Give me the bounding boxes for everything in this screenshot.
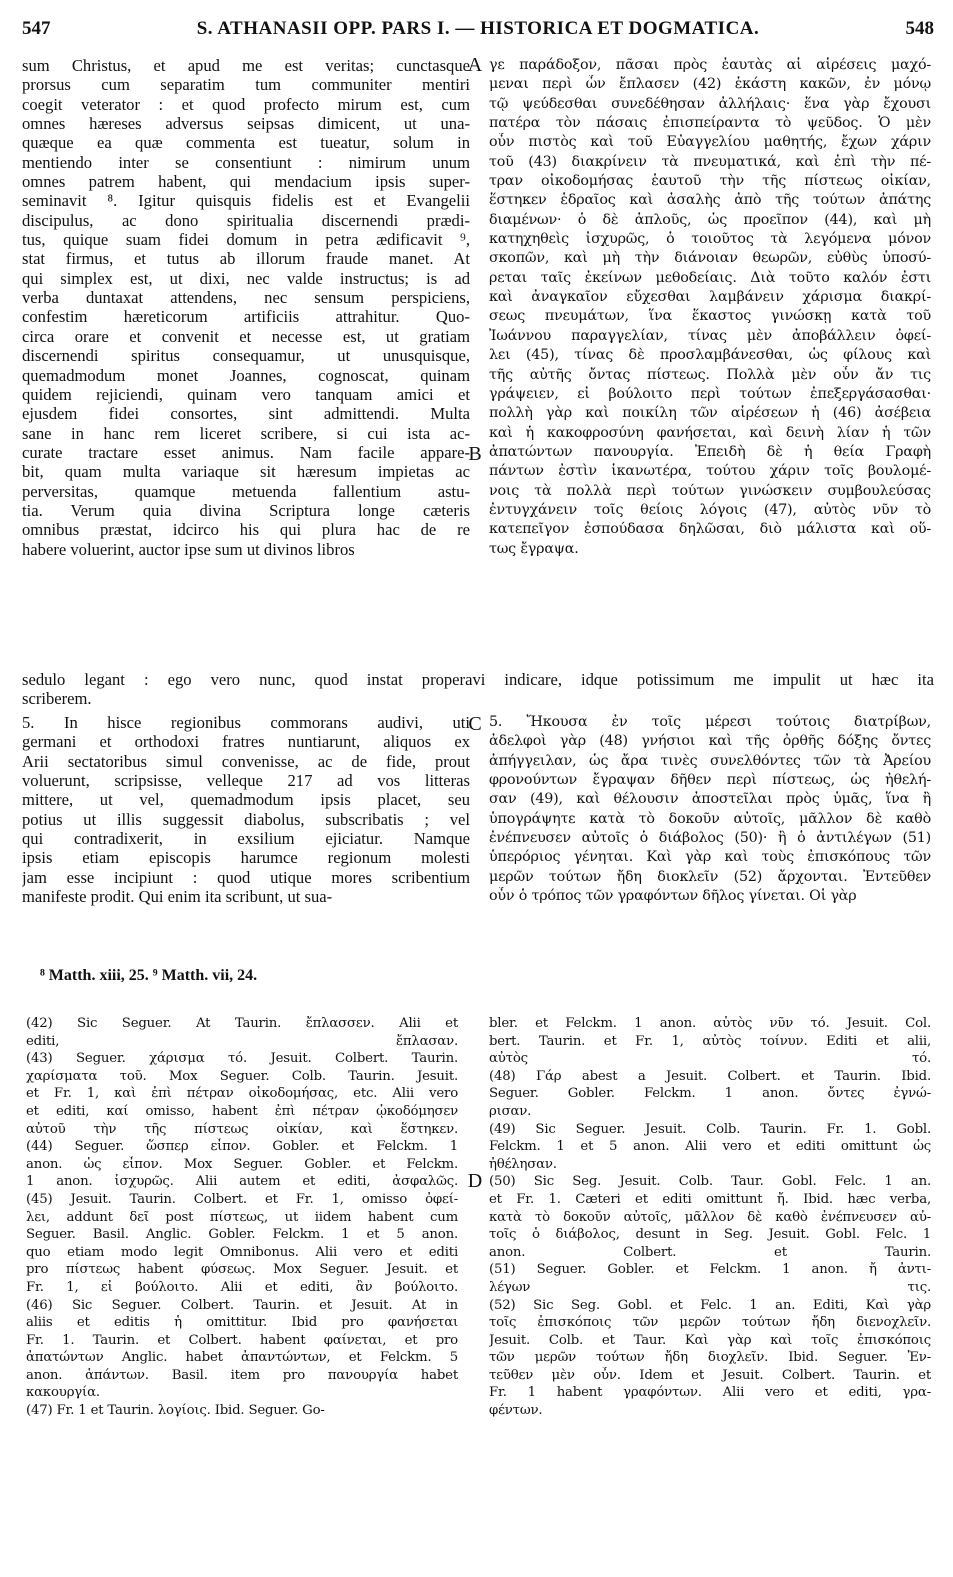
- text-line: coegit veterator : et quod profecto mirum est, cum: [22, 94, 470, 114]
- text-line: γε παράδοξον, πᾶσαι πρὸς ἑαυτὰς αἱ αἱρέσεις μαχό-: [489, 57, 931, 73]
- text-line: perversitas, quamque metuenda fallentium astu-: [22, 481, 470, 501]
- text-line: νοις τὰ πολλὰ περὶ τούτων γινώσκειν συμβουλεύσας: [489, 482, 931, 499]
- text-line: οὖν ὁ τρόπος τῶν γραφόντων δῆλος γίνεται. Οἱ γὰρ: [489, 888, 857, 905]
- text-line: potius ut illis suggessit diabolus, subscribatis ; vel: [22, 809, 470, 829]
- text-line: curate tractare esset animus. Nam facile appare-: [22, 442, 470, 462]
- text-line: σαν (49), καὶ θέλουσιν ἀποστεῖλαι πρὸς ὑμᾶς, ἵνα ἢ: [489, 791, 931, 808]
- text-line: circa orare et convenit et necesse est, ut gratiam: [22, 326, 470, 346]
- text-line: σεως πνευμάτων, ἵνα ἕκαστος γινώσκῃ κατὰ τοῦ: [489, 308, 931, 325]
- text-line: Seguer. Basil. Anglic. Gobler. Felckm. 1 et 5 anon.: [26, 1227, 458, 1243]
- text-line: quæque ea quæ commenta est tueatur, solum in: [22, 133, 470, 153]
- text-line: prorsus cum separatim tum communiter mentiri: [22, 75, 470, 95]
- text-line: quidem rejiciendi, quinam vero tanquam amici et: [22, 384, 470, 404]
- text-line: κακουργία.: [26, 1385, 100, 1401]
- text-line: qui contradixerit, in exsilium ejiciatur. Namque: [22, 829, 470, 849]
- text-line: aliis et editis ἡ omittitur. Ibid pro φανήσεται: [26, 1315, 458, 1331]
- text-line: editi, ἔπλασαν.: [26, 1033, 458, 1049]
- text-line: Fr. 1 habent γραφόντων. Alii vero et editi, γρα-: [489, 1385, 931, 1401]
- latin-column-top: [22, 56, 470, 559]
- text-line: Felckm. 1 et 5 anon. Alii vero et editi omittunt ὡς: [489, 1139, 931, 1155]
- text-line: αὐτὸς τό.: [489, 1051, 931, 1067]
- margin-letter-b: B: [468, 443, 482, 465]
- text-line: (51) Seguer. Gobler. et Felckm. 1 anon. ἤ ἀντι-: [489, 1262, 931, 1278]
- text-line: φέντων.: [489, 1403, 543, 1419]
- text-line: πολλὴ γὰρ καὶ ποικίλη τῶν αἱρέσεων ἡ (46) ἀσέβεια: [489, 405, 931, 422]
- text-line: 5. In hisce regionibus commorans audivi, uti: [22, 713, 470, 732]
- latin-section-5: [22, 713, 470, 906]
- text-line: omnes hæreses adversus seipsas dimicent, ut una-: [22, 114, 470, 134]
- text-line: ὑπερόριος γένηται. Καὶ γὰρ καὶ τοὺς ἐπισκόπους τῶν: [489, 849, 931, 866]
- text-line: (48) Γάρ abest a Jesuit. Colbert. et Taurin. Ibid.: [489, 1068, 931, 1084]
- text-line: quemadmodum monet Joannes, cognoscat, quinam: [22, 365, 470, 385]
- text-line: habere voluerint, auctor ipse sum ut divinos libros: [22, 539, 355, 559]
- text-line: τοῖς ὁ διάβολος, desunt in Seg. Jesuit. Gobl. Felc. 1: [489, 1227, 931, 1243]
- critical-notes-right: [489, 1015, 931, 1420]
- text-line: tia. Verum quia divina Scriptura longe cæteris: [22, 500, 470, 520]
- text-line: tus, quique suam fidei domum in petra ædificavit ⁹,: [22, 230, 470, 250]
- text-line: οὖν πιστὸς καὶ τοῦ Εὐαγγελίου μαθητής, ἔχων χάριν: [489, 134, 931, 151]
- text-line: et editi, καί omisso, habent ἐπὶ πέτραν ᾠκοδόμησεν: [26, 1103, 458, 1119]
- margin-letter-c: C: [468, 713, 482, 735]
- text-line: κατηχηθεὶς ἰσχυρῶς, ὁ τοιοῦτος τὰ λεγόμενα μόνον: [489, 231, 931, 248]
- text-line: sane in hanc rem liceret scribere, si cui ista ac-: [22, 423, 470, 443]
- greek-column-top: [489, 56, 931, 559]
- greek-section-5: [489, 713, 931, 906]
- text-line: seminavit ⁸. Igitur quisquis fidelis est et Evangelii: [22, 191, 470, 211]
- latin-bridge-line: sedulo legant : ego vero nunc, quod instat properavi indicare, idque potissimum me impulit ut hæc ita: [22, 670, 934, 689]
- page-number-right: 548: [905, 18, 934, 39]
- page-number-left: 547: [22, 18, 51, 39]
- text-line: ejusdem fidei consortes, sint admittendi. Multa: [22, 404, 470, 424]
- text-line: ἐνέπνευσεν αὐτοῖς ὁ διάβολος (50)· ἢ ὁ ἀντιλέγων (51): [489, 830, 931, 847]
- text-line: et Fr. 1. Cæteri et editi omittunt ἤ. Ibid. hæc verba,: [489, 1191, 931, 1207]
- text-line: λέγων τις.: [489, 1279, 931, 1295]
- text-line: Fr. 1, εἰ βούλοιτο. Alii et editi, ἂν βούλοιτο.: [26, 1279, 458, 1295]
- text-line: (45) Jesuit. Taurin. Colbert. et Fr. 1, omisso ὀφεί-: [26, 1191, 458, 1207]
- text-line: λει, addunt δεῖ post πίστεως, ut iidem habent cum: [26, 1209, 458, 1225]
- text-line: quo etiam modo legit Omnibonus. Alii vero et editi: [26, 1244, 458, 1260]
- text-line: jam esse incipiunt : quod utique mores scribentium: [22, 867, 470, 887]
- text-line: ἀδελφοὶ γὰρ (48) γνήσιοι καὶ τῆς ὀρθῆς δόξης ὄντες: [489, 733, 931, 750]
- text-line: (44) Seguer. ὥσπερ εἶπον. Gobler. et Felckm. 1: [26, 1139, 458, 1155]
- text-line: αὐτοῦ τὴν τῆς πίστεως οἰκίαν, καὶ ἕστηκεν.: [26, 1121, 458, 1137]
- text-line: ἀπατώντων Anglic. habet ἀπαντώντων, et Felckm. 5: [26, 1350, 458, 1366]
- text-line: σκοπῶν, καὶ μὴ τὴν διάνοιαν θεωρῶν, εὐθὺς ὑποσύ-: [489, 250, 931, 267]
- text-line: πατέρα τὸν πάσαις ἐπισπείραντα τὸ ψεῦδος. Ὁ μὲν: [489, 115, 931, 132]
- text-line: mittere, ut vel, quemadmodum ipsis placet, seu: [22, 790, 470, 810]
- text-line: bert. Taurin. et Fr. 1, αὐτὸς τοίνυν. Editi et alii,: [489, 1033, 931, 1049]
- text-line: bler. et Felckm. 1 anon. αὐτὸς νῦν τό. Jesuit. Col.: [489, 1016, 931, 1031]
- text-line: pro πίστεως habent φύσεως. Mox Seguer. Jesuit. et: [26, 1262, 458, 1278]
- text-line: Arii sectatoribus simul convenisse, ac de fide, prout: [22, 751, 470, 771]
- text-line: omnibus præstat, idcirco his qui plura hac de re: [22, 520, 470, 540]
- latin-bridge-text: [22, 670, 934, 709]
- text-line: (50) Sic Seg. Jesuit. Colb. Taur. Gobl. Felc. 1 an.: [489, 1174, 931, 1190]
- text-line: qui simplex est, ut dixi, nec valde instructus; is ad: [22, 268, 470, 288]
- text-line: ρεται ταῖς ἐκείνων μεθοδείαις. Διὰ τοῦτο καλόν ἐστι: [489, 269, 931, 286]
- text-line: anon. ἁπάντων. Basil. item pro πανουργία habet: [26, 1367, 458, 1383]
- text-line: ἠθέλησαν.: [489, 1156, 557, 1172]
- text-line: Ἰωάννου παραγγελίαν, τίνας μὲν ἀποβάλλειν ὀφεί-: [489, 327, 931, 344]
- text-line: τεῦθεν μὲν οὖν. Idem et Jesuit. Colbert. Taurin. et: [489, 1367, 931, 1383]
- text-line: (52) Sic Seg. Gobl. et Felc. 1 an. Editi, Καὶ γὰρ: [489, 1297, 931, 1313]
- text-line: anon. Colbert. et Taurin.: [489, 1244, 931, 1260]
- running-title: S. ATHANASII OPP. PARS I. — HISTORICA ET DOGMATICA.: [196, 18, 760, 39]
- text-line: bit, quam multa variaque sit hæresum impietas ac: [22, 462, 470, 482]
- text-line: ἀπήγγειλαν, ὡς ἄρα τινὲς συνελθόντες τῶν τὰ Ἀρείου: [489, 752, 931, 769]
- text-line: (42) Sic Seguer. At Taurin. ἔπλασσεν. Alii et: [26, 1016, 458, 1031]
- text-line: διαμένων· ὁ δὲ ἁπλοῦς, ὡς προεῖπον (44), καὶ μὴ: [489, 211, 931, 228]
- text-line: ἀπατώντων πανουργία. Ἐπειδὴ δὲ ἡ θεία Γραφὴ: [489, 443, 931, 460]
- text-line: (49) Sic Seguer. Jesuit. Colb. Taurin. Fr. 1. Gobl.: [489, 1121, 931, 1137]
- text-line: ἕστηκεν ἑδραῖος καὶ ἀσαλὴς ἀπὸ τῆς τούτων ἀπάτης: [489, 192, 931, 209]
- text-line: 1 anon. ἰσχυρῶς. Alii autem et editi, ἀσφαλῶς.: [26, 1174, 458, 1190]
- text-line: μερῶν τούτων ἤδη διοκλεῖν (52) ἄρχονται. Ἐντεῦθεν: [489, 868, 931, 885]
- text-line: (43) Seguer. χάρισμα τό. Jesuit. Colbert. Taurin.: [26, 1051, 458, 1067]
- running-header: [22, 18, 934, 44]
- text-line: ἐντυγχάνειν τοῖς θείοις λόγοις (47), αὐτὸς νῦν τὸ: [489, 501, 931, 518]
- text-line: Seguer. Gobler. Felckm. 1 anon. ὄντες ἐγνώ-: [489, 1086, 931, 1102]
- margin-letter-a: A: [467, 54, 483, 76]
- text-line: voluerunt, scripsisse, velleque 217 ad vos litteras: [22, 771, 470, 791]
- text-line: τραν οἰκοδομήσας ἑαυτοῦ τὴν τῆς πίστεως οἰκίαν,: [489, 173, 931, 190]
- text-line: μεναι περὶ ὧν ἔπλασεν (42) ἑκάστη κακῶν, ἐν μόνῳ: [489, 76, 931, 93]
- text-line: omnes patrem habent, qui mendacium ipsis super-: [22, 172, 470, 192]
- text-line: πάντων ἐστὶν ἱκανωτέρα, τούτου χάριν τοῖς βουλομέ-: [489, 463, 931, 480]
- text-line: γράψειεν, εἰ βούλοιτο περὶ τούτων ἐπεξεργάσασθαι·: [489, 385, 931, 402]
- text-line: Fr. 1. Taurin. et Colbert. habent φαίνεται, et pro: [26, 1332, 458, 1348]
- text-line: germani et orthodoxi fratres nuntiarunt, aliquos ex: [22, 732, 470, 752]
- text-line: ρισαν.: [489, 1103, 532, 1119]
- text-line: stat firmus, et tutus ab illorum fraude manet. At: [22, 249, 470, 269]
- scripture-footnotes: ⁸ Matth. xiii, 25. ⁹ Matth. vii, 24.: [40, 967, 258, 984]
- text-line: καὶ ἀναγκαῖον εὔχεσθαι λαμβάνειν χάρισμα διακρί-: [489, 289, 931, 306]
- text-line: et Fr. 1, καὶ ἐπὶ πέτραν οἰκοδομήσας, etc. Alii vero: [26, 1086, 458, 1102]
- text-line: χαρίσματα τοῦ. Mox Seguer. Colb. Taurin. Jesuit.: [26, 1068, 458, 1084]
- text-line: discipulus, ac dono spiritualia discernendi prædi-: [22, 210, 470, 230]
- margin-letter-d: D: [467, 1170, 483, 1192]
- text-line: τῶν μερῶν τούτων ἤδη διοχλεῖν. Ibid. Seguer. Ἐν-: [489, 1350, 931, 1366]
- text-line: discernendi spiritus consequamur, ut unusquisque,: [22, 346, 470, 366]
- text-line: confestim hæreticorum artificiis attrahitur. Quo-: [22, 307, 470, 327]
- text-line: (46) Sic Seguer. Colbert. Taurin. et Jesuit. At in: [26, 1297, 458, 1313]
- text-line: τοῖς ἐπισκόποις τῶν μερῶν τούτων ἤδη διενοχλεῖν.: [489, 1315, 931, 1331]
- latin-bridge-line: scriberem.: [22, 689, 92, 709]
- text-line: Jesuit. Colb. et Taur. Καὶ γὰρ καὶ τοῖς ἐπισκόποις: [489, 1332, 931, 1348]
- text-line: ipsis etiam episcopis harumce regionum molesti: [22, 848, 470, 868]
- text-line: (47) Fr. 1 et Taurin. λογίοις. Ibid. Seguer. Go-: [26, 1403, 325, 1419]
- text-line: φρονούντων ἔγραψαν δῆθεν περὶ πίστεως, ὡς ἠθελή-: [489, 772, 931, 789]
- text-line: 5. Ἤκουσα ἐν τοῖς μέρεσι τούτοις διατρίβων,: [489, 714, 931, 730]
- text-line: sum Christus, et apud me est veritas; cunctasque: [22, 56, 470, 75]
- text-line: verba duntaxat attendens, nec sensum perspiciens,: [22, 288, 470, 308]
- text-line: τῆς αὐτῆς ὄντας πίστεως. Πολλὰ μὲν οὖν ἄν τις: [489, 366, 931, 383]
- text-line: κατὰ τὸ δοκοῦν αὐτοῖς, μᾶλλον δὲ καθὸ ἐνέπνευσεν αὐ-: [489, 1209, 931, 1225]
- text-line: τῷ ψεύδεσθαι συνεδέθησαν ἀλλήλαις· ἕνα γὰρ ἔχουσι: [489, 95, 931, 112]
- text-line: manifeste prodit. Qui enim ita scribunt, ut sua-: [22, 887, 333, 907]
- text-line: τοῦ (43) διακρίνειν τὰ πνευματικά, καὶ ἐπὶ τὴν πέ-: [489, 153, 931, 170]
- text-line: τως ἔγραψα.: [489, 540, 579, 557]
- text-line: anon. ὡς εἶπον. Mox Seguer. Gobler. et Felckm.: [26, 1156, 458, 1172]
- text-line: καὶ ἡ κακοφροσύνη φανήσεται, καὶ δεινὴ λίαν ἡ τῶν: [489, 424, 931, 441]
- text-line: λει (45), τίνας δὲ προσλαμβάνεσθαι, ὡς φίλους καὶ: [489, 347, 931, 364]
- text-line: mentiendo inter se consentiunt : nimirum unum: [22, 152, 470, 172]
- text-line: κατεπεῖγον ἐσπούδασα δηλῶσαι, διὸ μάλιστα καὶ οὕ-: [489, 521, 931, 538]
- text-line: ὑπογράψητε κατὰ τὸ δοκοῦν αὐτοῖς, μᾶλλον δὲ καθὸ: [489, 810, 931, 827]
- critical-notes-left: [26, 1015, 458, 1420]
